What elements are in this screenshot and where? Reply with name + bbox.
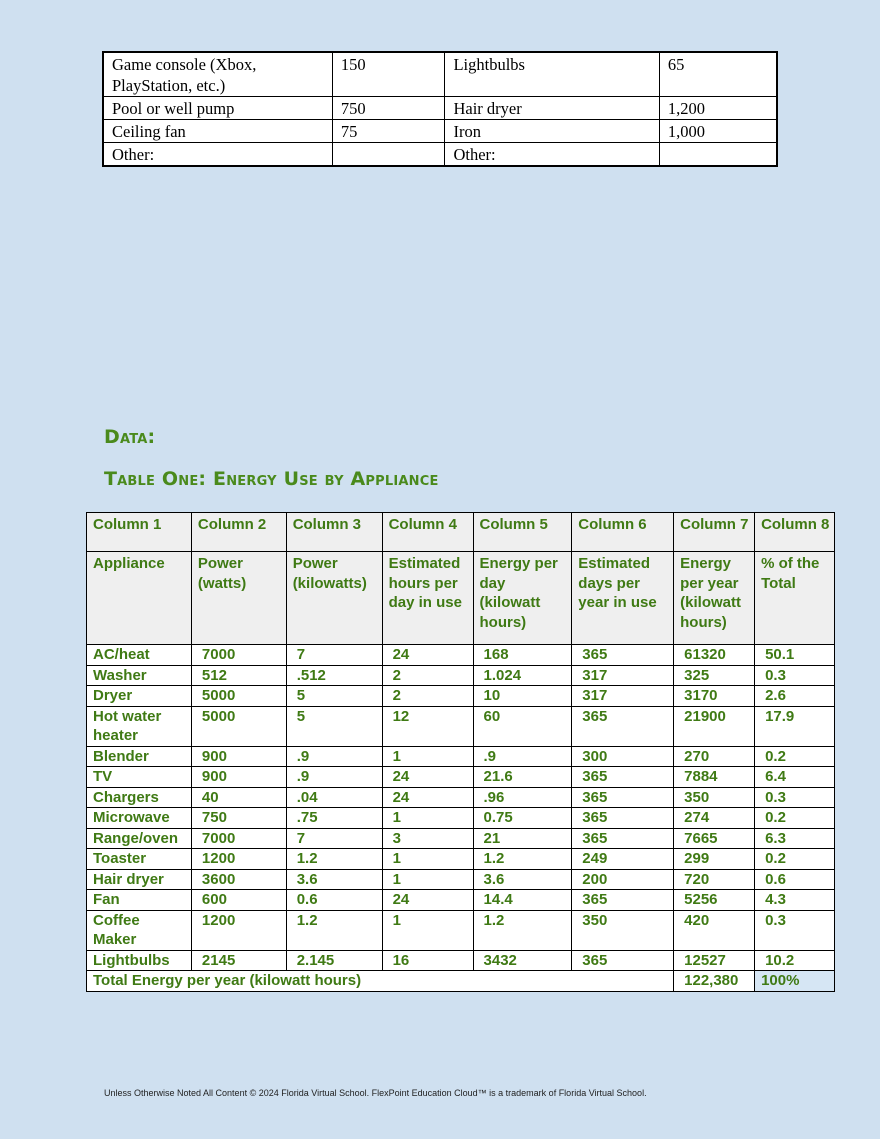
value-cell: 24: [382, 787, 473, 808]
value-cell: 21900: [674, 706, 755, 746]
value-cell: 16: [382, 950, 473, 971]
table-row: [87, 828, 835, 849]
value-cell: 365: [572, 706, 674, 746]
value-cell: 6.3: [755, 828, 835, 849]
column-title-row: [87, 552, 835, 645]
table-row: [87, 787, 835, 808]
value-cell: 7884: [674, 767, 755, 788]
value-cell: 317: [572, 686, 674, 707]
copyright-footer: Unless Otherwise Noted All Content © 2024 Florida Virtual School. FlexPoint Education Cloud™ is a trademark of Florida Virtual School.: [104, 1088, 647, 1098]
value-cell: 0.75: [473, 808, 572, 829]
column-number-header: Column 7: [674, 513, 755, 552]
value-cell: 1: [382, 746, 473, 767]
table-row: [87, 665, 835, 686]
column-number-header: Column 3: [286, 513, 382, 552]
value-cell: 1: [382, 808, 473, 829]
value-cell: 3.6: [473, 869, 572, 890]
value-cell: 1: [382, 869, 473, 890]
column-title-header: % of the Total: [755, 552, 835, 645]
value-cell: .9: [286, 767, 382, 788]
total-energy-value: 122,380: [674, 971, 755, 992]
wattage-cell: 750: [332, 97, 445, 120]
value-cell: 2.145: [286, 950, 382, 971]
value-cell: 249: [572, 849, 674, 870]
value-cell: 1: [382, 910, 473, 950]
value-cell: 60: [473, 706, 572, 746]
energy-use-table: [86, 512, 835, 992]
value-cell: 5000: [191, 686, 286, 707]
value-cell: 3.6: [286, 869, 382, 890]
table-row: [87, 849, 835, 870]
column-title-header: Appliance: [87, 552, 192, 645]
value-cell: 12527: [674, 950, 755, 971]
data-heading: Data:: [104, 426, 156, 448]
value-cell: 365: [572, 828, 674, 849]
appliance-cell: Game console (Xbox, PlayStation, etc.): [103, 52, 332, 97]
appliance-name-cell: Chargers: [87, 787, 192, 808]
table-row: [87, 746, 835, 767]
table-row: [103, 97, 777, 120]
value-cell: 365: [572, 808, 674, 829]
table-row: [87, 645, 835, 666]
wattage-cell: 1,200: [659, 97, 777, 120]
value-cell: 10.2: [755, 950, 835, 971]
value-cell: 365: [572, 950, 674, 971]
value-cell: .75: [286, 808, 382, 829]
column-number-header: Column 6: [572, 513, 674, 552]
table-row: [103, 52, 777, 97]
appliance-name-cell: Hair dryer: [87, 869, 192, 890]
value-cell: 40: [191, 787, 286, 808]
value-cell: 12: [382, 706, 473, 746]
value-cell: 24: [382, 645, 473, 666]
wattage-cell: 150: [332, 52, 445, 97]
total-row: [87, 971, 835, 992]
value-cell: 2: [382, 665, 473, 686]
reference-wattage-table: [102, 51, 778, 167]
table-row: [87, 686, 835, 707]
value-cell: 0.2: [755, 808, 835, 829]
table-row: [103, 143, 777, 167]
value-cell: 1.024: [473, 665, 572, 686]
value-cell: 1.2: [286, 849, 382, 870]
column-number-header: Column 1: [87, 513, 192, 552]
value-cell: 325: [674, 665, 755, 686]
table-row: [103, 120, 777, 143]
appliance-cell: Hair dryer: [445, 97, 659, 120]
value-cell: 17.9: [755, 706, 835, 746]
value-cell: 274: [674, 808, 755, 829]
value-cell: 0.6: [755, 869, 835, 890]
appliance-cell: Other:: [103, 143, 332, 167]
value-cell: 350: [572, 910, 674, 950]
appliance-name-cell: AC/heat: [87, 645, 192, 666]
value-cell: 5256: [674, 890, 755, 911]
value-cell: 10: [473, 686, 572, 707]
value-cell: 900: [191, 746, 286, 767]
value-cell: 168: [473, 645, 572, 666]
value-cell: 24: [382, 767, 473, 788]
column-number-header: Column 5: [473, 513, 572, 552]
wattage-cell: 75: [332, 120, 445, 143]
value-cell: 365: [572, 645, 674, 666]
wattage-cell: 65: [659, 52, 777, 97]
value-cell: 2: [382, 686, 473, 707]
value-cell: 299: [674, 849, 755, 870]
column-title-header: Estimated days per year in use: [572, 552, 674, 645]
value-cell: 900: [191, 767, 286, 788]
value-cell: 1200: [191, 910, 286, 950]
value-cell: 5000: [191, 706, 286, 746]
value-cell: 600: [191, 890, 286, 911]
value-cell: 750: [191, 808, 286, 829]
table-title: Table One: Energy Use by Appliance: [104, 468, 439, 490]
value-cell: 7665: [674, 828, 755, 849]
value-cell: 21: [473, 828, 572, 849]
value-cell: 61320: [674, 645, 755, 666]
table-row: [87, 950, 835, 971]
value-cell: 1.2: [473, 910, 572, 950]
table-row: [87, 808, 835, 829]
appliance-cell: Lightbulbs: [445, 52, 659, 97]
appliance-name-cell: Toaster: [87, 849, 192, 870]
value-cell: .96: [473, 787, 572, 808]
column-number-header: Column 8: [755, 513, 835, 552]
value-cell: 350: [674, 787, 755, 808]
value-cell: 1: [382, 849, 473, 870]
value-cell: 3170: [674, 686, 755, 707]
appliance-cell: Iron: [445, 120, 659, 143]
value-cell: 5: [286, 686, 382, 707]
wattage-cell: [332, 143, 445, 167]
table-row: [87, 869, 835, 890]
value-cell: 2.6: [755, 686, 835, 707]
column-number-row: [87, 513, 835, 552]
appliance-cell: Pool or well pump: [103, 97, 332, 120]
value-cell: 270: [674, 746, 755, 767]
value-cell: 7000: [191, 828, 286, 849]
value-cell: 0.3: [755, 665, 835, 686]
value-cell: 7000: [191, 645, 286, 666]
value-cell: 7: [286, 828, 382, 849]
appliance-name-cell: Dryer: [87, 686, 192, 707]
value-cell: 6.4: [755, 767, 835, 788]
value-cell: .9: [473, 746, 572, 767]
value-cell: 0.3: [755, 787, 835, 808]
appliance-name-cell: Microwave: [87, 808, 192, 829]
appliance-name-cell: Blender: [87, 746, 192, 767]
column-title-header: Power (watts): [191, 552, 286, 645]
table-row: [87, 910, 835, 950]
wattage-cell: 1,000: [659, 120, 777, 143]
value-cell: 1200: [191, 849, 286, 870]
value-cell: 3600: [191, 869, 286, 890]
appliance-name-cell: Hot water heater: [87, 706, 192, 746]
value-cell: 0.6: [286, 890, 382, 911]
value-cell: 0.2: [755, 746, 835, 767]
appliance-name-cell: Fan: [87, 890, 192, 911]
value-cell: 317: [572, 665, 674, 686]
table-row: [87, 767, 835, 788]
value-cell: 0.2: [755, 849, 835, 870]
value-cell: 420: [674, 910, 755, 950]
appliance-cell: Ceiling fan: [103, 120, 332, 143]
value-cell: 0.3: [755, 910, 835, 950]
value-cell: 365: [572, 890, 674, 911]
total-percent-value: 100%: [755, 971, 835, 992]
value-cell: 4.3: [755, 890, 835, 911]
value-cell: 3432: [473, 950, 572, 971]
appliance-name-cell: Coffee Maker: [87, 910, 192, 950]
value-cell: 1.2: [473, 849, 572, 870]
value-cell: 14.4: [473, 890, 572, 911]
value-cell: .512: [286, 665, 382, 686]
appliance-name-cell: Lightbulbs: [87, 950, 192, 971]
column-title-header: Energy per day (kilowatt hours): [473, 552, 572, 645]
appliance-name-cell: TV: [87, 767, 192, 788]
table-row: [87, 706, 835, 746]
column-title-header: Energy per year (kilowatt hours): [674, 552, 755, 645]
table-row: [87, 890, 835, 911]
value-cell: 200: [572, 869, 674, 890]
wattage-cell: [659, 143, 777, 167]
appliance-name-cell: Range/oven: [87, 828, 192, 849]
value-cell: 365: [572, 767, 674, 788]
value-cell: 24: [382, 890, 473, 911]
value-cell: 512: [191, 665, 286, 686]
column-number-header: Column 4: [382, 513, 473, 552]
value-cell: .04: [286, 787, 382, 808]
value-cell: 5: [286, 706, 382, 746]
value-cell: 720: [674, 869, 755, 890]
appliance-name-cell: Washer: [87, 665, 192, 686]
appliance-cell: Other:: [445, 143, 659, 167]
value-cell: 2145: [191, 950, 286, 971]
column-number-header: Column 2: [191, 513, 286, 552]
column-title-header: Estimated hours per day in use: [382, 552, 473, 645]
value-cell: 50.1: [755, 645, 835, 666]
value-cell: 365: [572, 787, 674, 808]
value-cell: 300: [572, 746, 674, 767]
value-cell: .9: [286, 746, 382, 767]
value-cell: 7: [286, 645, 382, 666]
total-label: Total Energy per year (kilowatt hours): [87, 971, 674, 992]
value-cell: 1.2: [286, 910, 382, 950]
value-cell: 3: [382, 828, 473, 849]
value-cell: 21.6: [473, 767, 572, 788]
column-title-header: Power (kilowatts): [286, 552, 382, 645]
